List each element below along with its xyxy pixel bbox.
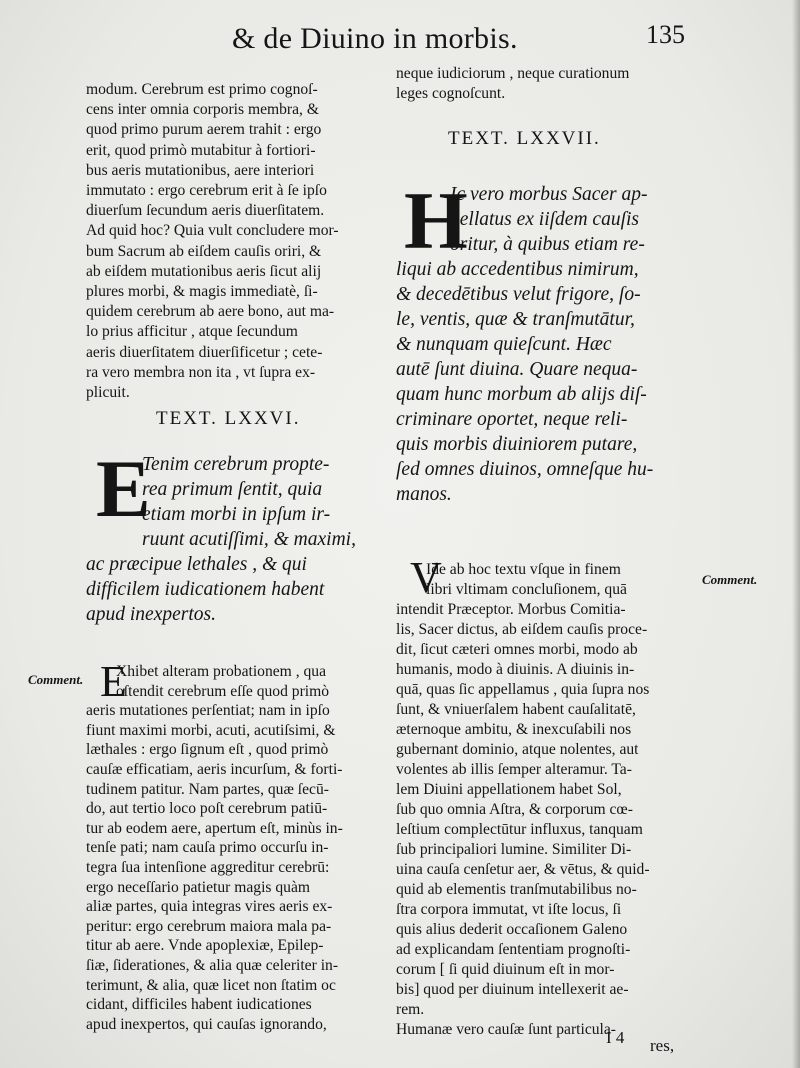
text-line: lis, Sacer dictus, ab eiſdem cauſis proce- — [396, 621, 648, 638]
text-line: difficilem iudicationem habent — [86, 579, 325, 600]
text-line: libri vltimam concluſionem, quā — [426, 581, 627, 598]
text-line: criminare oportet, neque reli- — [396, 409, 628, 430]
text-line: peritur: ergo cerebrum maiora mala pa- — [86, 917, 332, 935]
text-line: aeris diuerſitatem diuerſificetur ; cete- — [86, 343, 323, 361]
left-commentary — [86, 657, 390, 1034]
text-line: plures morbi, & magis immediatè, ſi- — [86, 283, 318, 301]
text-line: rea primum ſentit, quia — [142, 479, 323, 500]
text-line: ruunt acutiſſimi, & maximi, — [142, 529, 356, 550]
text-line: bum Sacrum ab eiſdem cauſis oriri, & — [86, 242, 322, 260]
text-line: Xhibet alteram probationem , qua — [116, 663, 327, 680]
left-paragraph-1 — [86, 80, 390, 403]
text-line: ſed omnes diuinos, omneſque hu- — [396, 459, 654, 480]
text-line: ra vero membra non ita , vt ſupra ex- — [86, 363, 316, 381]
text-line: ergo neceſſario patietur magis quàm — [86, 878, 311, 896]
margin-note-right: Comment. — [702, 572, 758, 587]
text-line: tudinem patitur. Nam partes, quæ ſecū- — [86, 780, 329, 798]
text-line: læthales : ergo ſignum eſt , quod primò — [86, 741, 329, 759]
comment-cap-v: V — [410, 553, 442, 602]
text-line: tegra ſua intenſione aggreditur cerebrū: — [86, 858, 330, 876]
text-line: quod primo purum aerem trahit : ergo — [86, 121, 322, 139]
text-line: rem. — [396, 1001, 425, 1018]
text-line: gubernant dominio, atque nolentes, aut — [396, 741, 639, 758]
text-line: etiam morbi in ipſum ir- — [142, 504, 331, 525]
text-line: Ad quid hoc? Quia vult concludere mor- — [86, 222, 339, 240]
text-line: neque iudiciorum , neque curationum — [396, 65, 630, 82]
text-line: quidem cerebrum ab aere bono, aut ma- — [86, 303, 335, 321]
text-76-heading: TEXT. LXXVI. — [156, 408, 301, 429]
text-line: diuerſum ſecundum aeris diuerſitatem. — [86, 202, 325, 220]
text-line: ſiæ, ſiderationes, & alia quæ celeriter in- — [86, 956, 339, 974]
text-line: terimunt, & alia, quæ licet non ſtatim oc — [86, 976, 336, 994]
right-commentary — [396, 560, 700, 1040]
text-line: quid ab elementis tranſmutabilibus no- — [396, 881, 637, 898]
text-line: uina cauſa cenſetur aer, & vētus, & quid- — [396, 861, 650, 878]
text-line: titur ab aere. Vnde apoplexiæ, Epilep- — [86, 937, 324, 955]
text-line: bis] quod per diuinum intellexerit ae- — [396, 981, 629, 998]
text-line: & decedētibus velut frigore, ſo- — [396, 284, 641, 305]
right-paragraph-1 — [396, 64, 700, 104]
text-77-heading: TEXT. LXXVII. — [448, 128, 601, 149]
text-line: lo prius afficitur , atque ſecundum — [86, 323, 298, 341]
text-line: do, aut tertio loco poſt cerebrum patiū- — [86, 800, 328, 818]
text-line: dit, ſicut cæteri omnes morbi, modo ab — [396, 641, 638, 658]
text-line: corum [ ſi quid diuinum eſt in mor- — [396, 961, 615, 978]
text-line: ſtra corpora immutat, vt iſte locus, ſi — [396, 901, 622, 918]
text-line: plicuit. — [86, 384, 130, 402]
page-number: 135 — [646, 20, 685, 49]
text-line: ſunt, & vniuerſalem habent cauſalitatē, — [396, 701, 636, 718]
text-line: quis morbis diuiniorem putare, — [396, 434, 638, 455]
text-line: bus aeris mutationibus, aere interiori — [86, 161, 315, 179]
text-line: oſtendit cerebrum eſſe quod primò — [116, 682, 330, 700]
text-line: ab eiſdem mutationibus aeris ſicut alij — [86, 262, 322, 280]
text-77-body — [396, 175, 700, 507]
text-line: fiunt maximi morbi, acuti, acutiſsimi, & — [86, 721, 336, 739]
text-line: immutato : ergo cerebrum erit à ſe ipſo — [86, 182, 327, 200]
text-line: quis alius dederit occaſionem Galeno — [396, 921, 628, 938]
text-line: quam hunc morbum ab alijs diſ- — [396, 384, 647, 405]
drop-cap-h: H — [404, 175, 468, 266]
text-line: le, ventis, quæ & tranſmutātur, — [396, 309, 635, 330]
comment-cap-e: E — [100, 657, 127, 706]
text-line: æternoque ambitu, & inexcuſabili nos — [396, 721, 632, 738]
text-line: autē ſunt diuina. Quare nequa- — [396, 359, 638, 380]
catchword: res, — [650, 1036, 675, 1055]
text-line: erit, quod primò mutabitur à fortiori- — [86, 141, 316, 159]
text-line: oritur, à quibus etiam re- — [450, 234, 645, 255]
text-line: cens inter omnia corporis membra, & — [86, 101, 319, 119]
text-line: lem Diuini appellationem habet Sol, — [396, 781, 622, 798]
text-line: apud inexpertos, qui cauſas ignorando, — [86, 1015, 327, 1033]
text-76-body — [86, 452, 390, 627]
running-head: & de Diuino in morbis. — [232, 22, 518, 55]
text-line: cauſæ efficatiam, aeris incurſum, & forti- — [86, 760, 343, 778]
text-line: leſtium complectūtur influxus, tanquam — [396, 821, 643, 838]
text-line: leges cognoſcunt. — [396, 85, 506, 102]
text-line: ſub principaliori lumine. Similiter Di- — [396, 841, 632, 858]
text-line: quā, quas ſic appellamus , quia ſupra nos — [396, 681, 650, 698]
text-line: aliæ partes, quia integras vires aeris ex- — [86, 898, 333, 916]
margin-note-left: Comment. — [28, 672, 84, 687]
text-line: manos. — [396, 484, 452, 505]
text-line: Tenim cerebrum propte- — [142, 454, 330, 475]
text-line: tur ab eodem aere, apertum eſt, minùs in- — [86, 819, 343, 837]
text-line: & nunquam quieſcunt. Hæc — [396, 334, 612, 355]
text-line: aeris mutationes perſentiat; nam in ipſo — [86, 702, 330, 720]
text-line: pellatus ex iiſdem cauſis — [450, 209, 640, 230]
text-line: liqui ab accedentibus nimirum, — [396, 259, 639, 280]
text-line: cidant, difficiles habent iudicationes — [86, 996, 312, 1014]
text-line: Humanæ vero cauſæ ſunt particula- — [396, 1021, 616, 1038]
text-line: tenſe pati; nam cauſa primo occurſu in- — [86, 839, 329, 857]
text-line: humanis, modo à diuinis. A diuinis in- — [396, 661, 635, 678]
text-line: ac præcipue lethales , & qui — [86, 554, 307, 575]
page-edge-shadow — [792, 0, 800, 1068]
text-line: volentes ab illis ſemper alteramur. Ta- — [396, 761, 632, 778]
signature-mark: I 4 — [606, 1028, 625, 1047]
text-line: Ide ab hoc textu vſque in finem — [426, 561, 621, 578]
text-line: modum. Cerebrum est primo cognoſ- — [86, 81, 318, 98]
text-line: ſub quo omnia Aſtra, & corporum cœ- — [396, 801, 633, 818]
text-line: ad explicandam ſententiam prognoſti- — [396, 941, 631, 958]
text-line: apud inexpertos. — [86, 604, 216, 625]
text-line: Ic vero morbus Sacer ap- — [450, 184, 648, 205]
drop-cap-e: E — [96, 443, 151, 534]
text-line: intendit Præceptor. Morbus Comitia- — [396, 601, 626, 618]
